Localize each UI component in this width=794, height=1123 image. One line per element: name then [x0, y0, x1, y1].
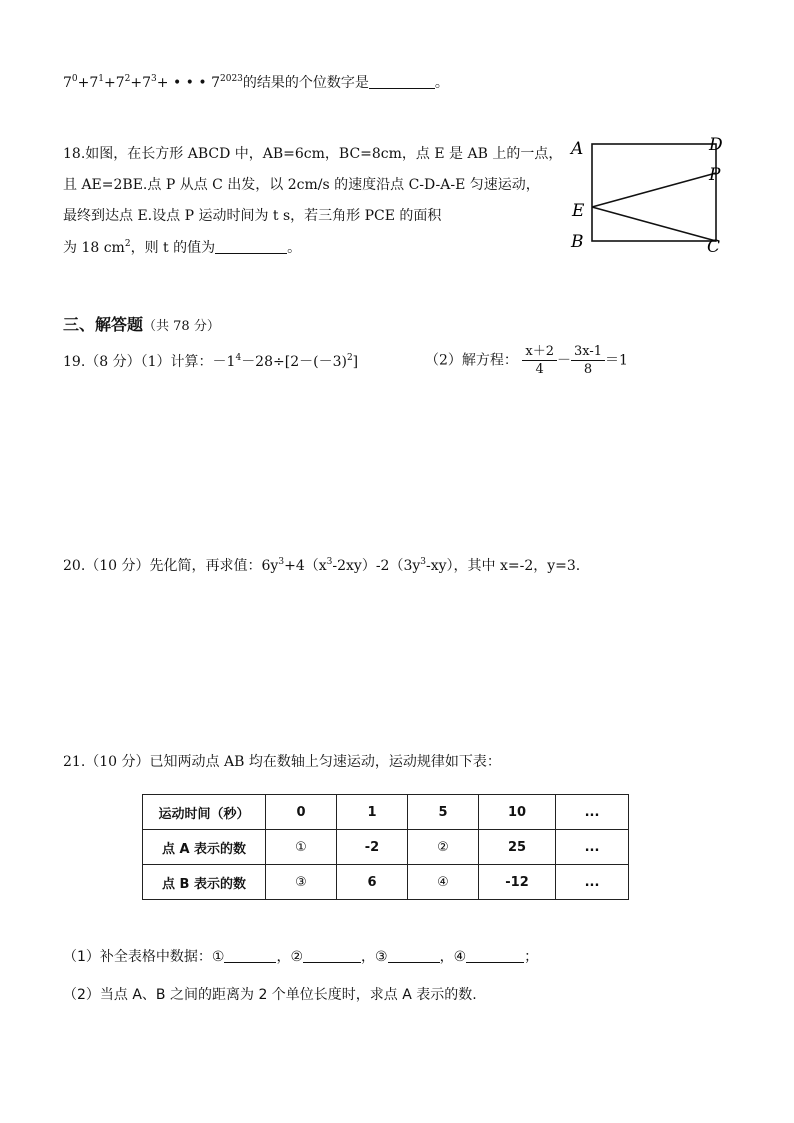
answer-blank[interactable]	[369, 74, 435, 89]
answer-blank[interactable]	[388, 948, 440, 963]
answer-blank[interactable]	[224, 948, 276, 963]
q20-sup: 3	[326, 557, 333, 567]
q17-exp: 1	[98, 74, 105, 84]
table-cell: 5	[408, 795, 479, 830]
q21-sep: ，③	[361, 949, 388, 965]
q21-intro: 21.（10 分）已知两动点 AB 均在数轴上匀速运动，运动规律如下表：	[63, 754, 501, 770]
q19-expr: －28÷[2－(－3)	[241, 354, 347, 370]
table-cell: ③	[266, 865, 337, 900]
table-cell: 0	[266, 795, 337, 830]
table-cell: -2	[337, 830, 408, 865]
label-e: E	[572, 201, 585, 221]
q19-label2: （2）解方程：	[425, 352, 518, 369]
q18-sup: 2	[124, 239, 131, 249]
table-cell: 点 B 表示的数	[143, 865, 266, 900]
q18-line4	[63, 239, 301, 257]
table-cell: ②	[408, 830, 479, 865]
label-c: C	[707, 237, 721, 257]
table-cell: ...	[556, 830, 629, 865]
table-cell: 运动时间（秒）	[143, 795, 266, 830]
q18-line1: 18.如图，在长方形 ABCD 中，AB=6cm，BC=8cm，点 E 是 AB 上的一点，	[63, 146, 563, 162]
q18-text: 为 18 cm	[63, 240, 125, 256]
table-cell: 6	[337, 865, 408, 900]
q17-term: 7	[63, 75, 72, 91]
table-row	[143, 865, 629, 900]
table-row	[143, 830, 629, 865]
q20-sup: 3	[278, 557, 285, 567]
q17-term: +7	[104, 75, 125, 91]
table-cell: ...	[556, 865, 629, 900]
rectangle-abcd	[592, 144, 716, 241]
q17-term: +7	[77, 75, 99, 91]
table-cell: 点 A 表示的数	[143, 830, 266, 865]
q19-expr: －1	[212, 354, 236, 370]
q19-sup: 4	[235, 353, 242, 363]
label-p: P	[709, 165, 721, 185]
q20-text: 20.（10 分）先化简，再求值：6y	[63, 558, 279, 574]
table-cell: ④	[408, 865, 479, 900]
q18-text: ，则 t 的值为	[130, 240, 216, 256]
q20-text: -2xy）-2（3y	[332, 558, 421, 574]
q18-line3: 最终到达点 E.设点 P 运动时间为 t s，若三角形 PCE 的面积	[63, 208, 442, 224]
section-title	[63, 312, 220, 335]
q21-part1	[63, 948, 538, 966]
table-cell: -12	[479, 865, 556, 900]
q19-part1	[63, 353, 358, 371]
table-cell: ①	[266, 830, 337, 865]
q21-part1-label: （1）补全表格中数据：①	[63, 949, 225, 965]
q17-exp: 2	[124, 74, 131, 84]
segment-ec	[592, 207, 716, 241]
fraction-denominator: 4	[535, 362, 544, 377]
motion-table	[142, 794, 629, 900]
q20-sup: 3	[420, 557, 427, 567]
table-row	[143, 795, 629, 830]
q19-sup: 2	[346, 353, 353, 363]
fraction-2	[571, 343, 605, 378]
fraction-1	[522, 343, 557, 378]
equals-one: ＝1	[605, 352, 628, 369]
q17-end: 。	[434, 75, 449, 91]
q20-text: +4（x	[284, 558, 327, 574]
q17-exp: 3	[151, 74, 157, 84]
q19-label: 19.（8 分）（1）计算：	[63, 354, 213, 370]
q18-line2: 且 AE=2BE.点 P 从点 C 出发，以 2cm/s 的速度沿点 C-D-A-E 匀速运动，	[63, 177, 540, 193]
fraction-denominator: 8	[583, 362, 593, 377]
q17-text: 的结果的个位数字是	[242, 75, 369, 91]
q17-line	[63, 74, 449, 92]
q21-sep: ，②	[276, 949, 304, 965]
section-points: （共 78 分）	[143, 319, 220, 334]
q18-end: 。	[287, 240, 302, 256]
table-cell: ...	[556, 795, 629, 830]
q20-text: -xy），其中 x=-2，y=3.	[426, 558, 581, 574]
minus-sign: －	[556, 352, 571, 369]
segment-ep	[592, 173, 716, 207]
q17-term: + • • • 7	[156, 75, 220, 91]
q21-part2: （2）当点 A、B 之间的距离为 2 个单位长度时，求点 A 表示的数.	[63, 987, 477, 1003]
answer-blank[interactable]	[215, 239, 287, 254]
q21-sep: ，④	[439, 949, 467, 965]
q19-part2	[425, 343, 628, 378]
answer-blank[interactable]	[303, 948, 361, 963]
rectangle-figure	[566, 130, 736, 260]
table-cell: 1	[337, 795, 408, 830]
q19-expr: ]	[352, 354, 359, 370]
section-heading: 三、解答题	[63, 315, 144, 334]
table-cell: 25	[479, 830, 556, 865]
label-a: A	[571, 139, 584, 159]
q21-end: ；	[524, 949, 539, 965]
q17-exp: 0	[71, 74, 78, 84]
answer-blank[interactable]	[466, 948, 524, 963]
fraction-numerator: x＋2	[522, 343, 557, 361]
label-b: B	[571, 232, 584, 252]
q17-exp: 2023	[220, 74, 243, 84]
q20-line	[63, 557, 580, 575]
table-cell: 10	[479, 795, 556, 830]
fraction-numerator: 3x-1	[571, 343, 605, 361]
label-d: D	[709, 135, 723, 155]
q17-term: +7	[130, 75, 152, 91]
